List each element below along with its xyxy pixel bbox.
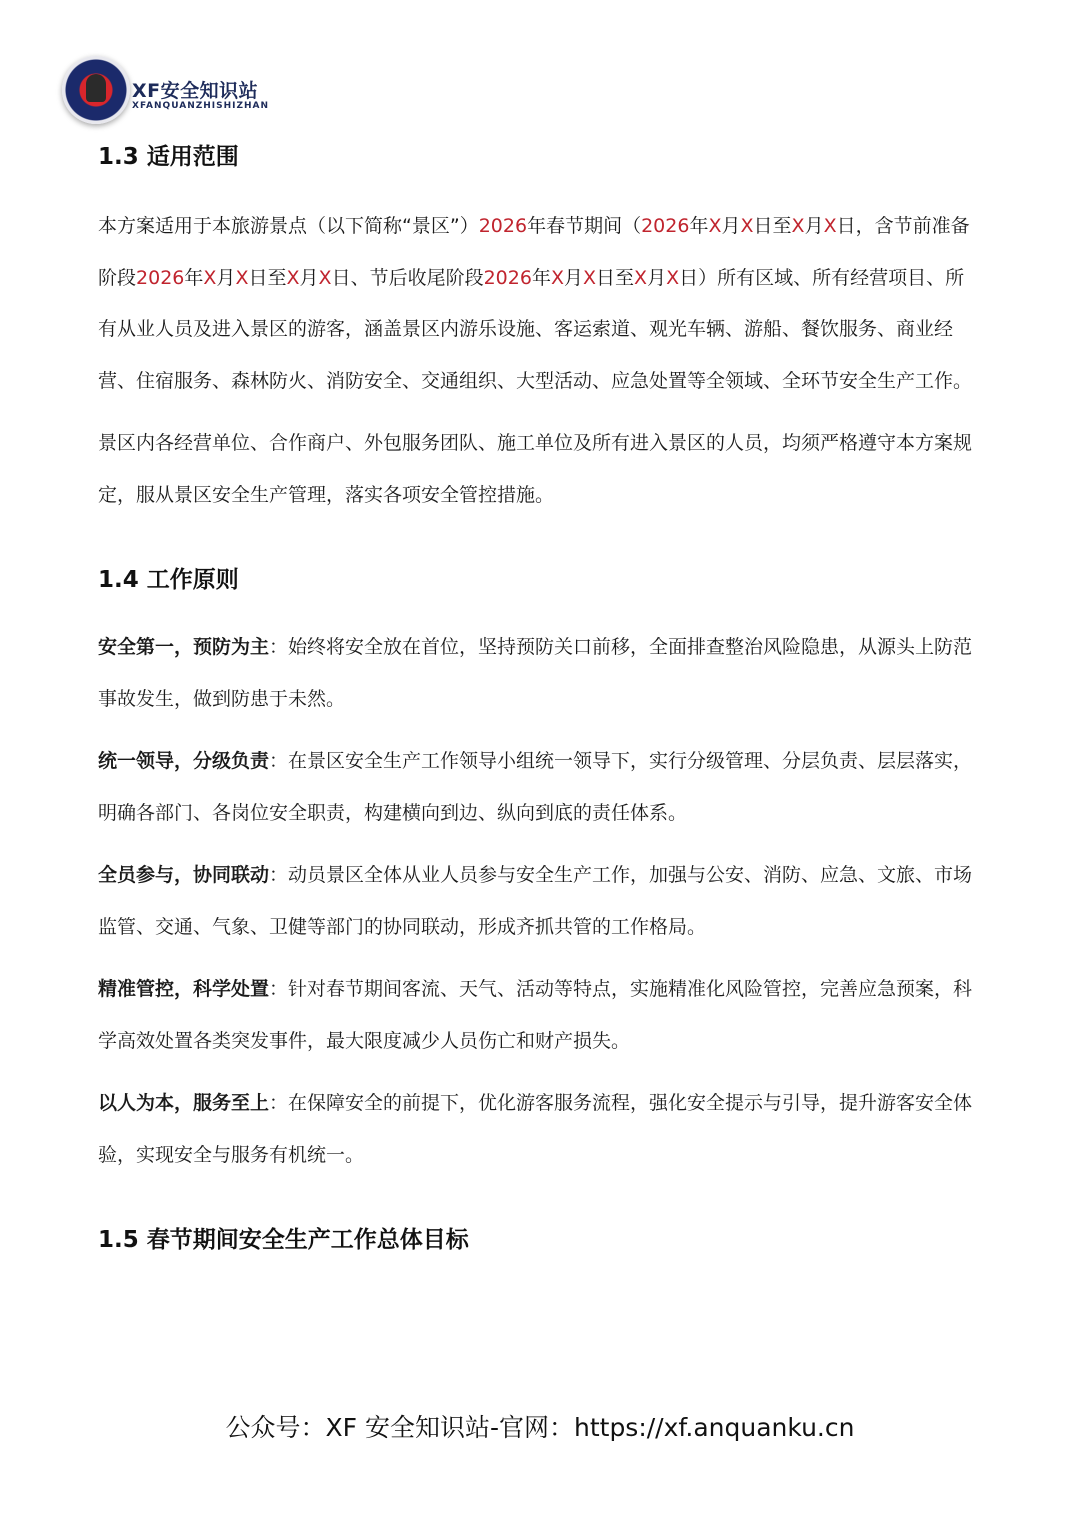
principle-heading: 全员参与，协同联动 — [98, 864, 270, 886]
principle-item: 全员参与，协同联动：动员景区全体从业人员参与安全生产工作，加强与公安、消防、应急、文旅、市场监管、交通、气象、卫健等部门的协同联动，形成齐抓共管的工作格局。 — [98, 864, 973, 938]
principle-item: 以人为本，服务至上：在保障安全的前提下，优化游客服务流程，强化安全提示与引导，提升游客安全体验，实现安全与服务有机统一。 — [98, 1092, 973, 1166]
site-logo — [62, 54, 272, 134]
logo-badge-icon — [62, 56, 130, 124]
logo-subtitle: XFANQUANZHISHIZHAN — [132, 101, 270, 111]
section-1-3-title: 1.3 适用范围 — [98, 144, 239, 170]
document-body — [98, 130, 982, 1254]
section-1-3-paragraph-1: 本方案适用于本旅游景点（以下简称“景区”）2026年春节期间（2026年X月X日至X月X日，含节前准备阶段2026年X月X日至X月X日、节后收尾阶段2026年X月X日至X月X日）所有区域、所有经营项目、所有从业人员及进入景区的游客，涵盖景区内游乐设施、客运索道、观光车辆、游船、餐饮服务、商业经营、住宿服务、森林防火、消防安全、交通组织、大型活动、应急处置等全领域、全环节安全生产工作。 — [98, 215, 973, 392]
logo-name: XF安全知识站 — [132, 80, 259, 102]
principle-item: 统一领导，分级负责：在景区安全生产工作领导小组统一领导下，实行分级管理、分层负责、层层落实，明确各部门、各岗位安全职责，构建横向到边、纵向到底的责任体系。 — [98, 750, 973, 824]
footer-caption: 公众号：XF 安全知识站-官网：https://xf.anquanku.cn — [225, 1413, 855, 1442]
principle-item: 精准管控，科学处置：针对春节期间客流、天气、活动等特点，实施精准化风险管控，完善应急预案，科学高效处置各类突发事件，最大限度减少人员伤亡和财产损失。 — [98, 978, 973, 1052]
section-1-4-title: 1.4 工作原则 — [98, 567, 239, 593]
principle-heading: 精准管控，科学处置 — [98, 978, 270, 1000]
principle-heading: 安全第一，预防为主 — [98, 636, 270, 658]
principle-item: 安全第一，预防为主：始终将安全放在首位，坚持预防关口前移，全面排查整治风险隐患，从源头上防范事故发生，做到防患于未然。 — [98, 636, 973, 710]
section-1-5-title: 1.5 春节期间安全生产工作总体目标 — [98, 1227, 469, 1253]
principle-heading: 统一领导，分级负责 — [98, 750, 270, 772]
section-1-3-paragraph-2: 景区内各经营单位、合作商户、外包服务团队、施工单位及所有进入景区的人员，均须严格遵守本方案规定，服从景区安全生产管理，落实各项安全管控措施。 — [98, 432, 973, 506]
principle-heading: 以人为本，服务至上 — [98, 1092, 270, 1114]
